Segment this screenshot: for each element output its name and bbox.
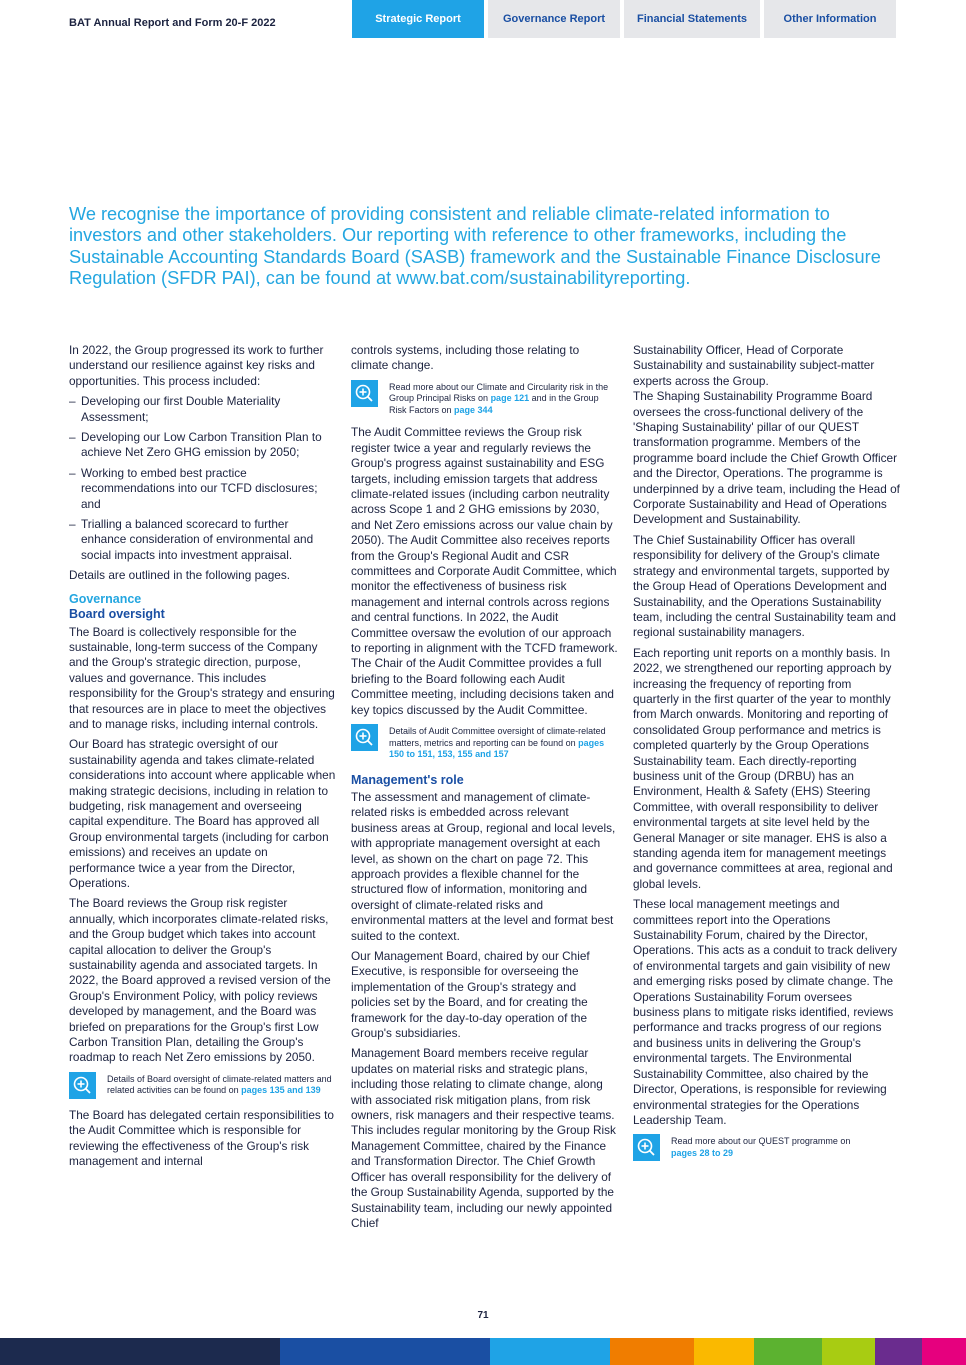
color-bar-segment	[922, 1338, 966, 1365]
page-link[interactable]: page 121	[490, 393, 530, 404]
color-bar-segment	[875, 1338, 922, 1365]
note-text	[389, 380, 618, 417]
zoom-in-icon	[69, 1072, 96, 1099]
cross-reference-note[interactable]	[633, 1134, 900, 1161]
page-link[interactable]: page 344	[454, 404, 493, 415]
note-text	[671, 1134, 850, 1159]
cross-reference-note[interactable]	[69, 1072, 336, 1099]
page-number: 71	[477, 1310, 489, 1321]
color-bar-segment	[0, 1338, 280, 1365]
tab-other-information[interactable]: Other Information	[764, 0, 896, 38]
color-bar-segment	[490, 1338, 610, 1365]
heading-governance: Governance	[69, 591, 142, 606]
tab-governance-report[interactable]: Governance Report	[488, 0, 620, 38]
heading-board-oversight: Board oversight	[69, 607, 165, 622]
paragraph: These local management meetings and committees report into the Operations Sustainability Forum, chaired by the Director, Operations. This acts as a conduit to track delivery of environmental targets and gain visibility of new and emerging risks posed by climate change. The Operations Sustainability Forum oversees business plans to mitigate risks identified, reviews performance and tracks progress of our regions and business units in delivering the Group's environmental targets. The Environmental Sustainability Committee, also chaired by the Director, Operations, is responsible for reviewing environmental strategies for the Operations Leadership Team.	[633, 897, 898, 1127]
page-link[interactable]: pages 28 to 29	[671, 1147, 734, 1158]
zoom-in-icon	[351, 724, 378, 751]
paragraph: The Chief Sustainability Officer has overall responsibility for delivery of the Group's climate strategy and environmental targets, supported by the Group Head of Operations Development and Sustainability, and the Operations Sustainability team, including the central Sustainability team and regional sustainability managers.	[633, 532, 896, 640]
note-text	[107, 1072, 336, 1097]
color-bar-segment	[754, 1338, 822, 1365]
list-item: – Working to embed best practice recommendations into our TCFD disclosures; and	[69, 466, 336, 512]
list-item: – Developing our Low Carbon Transition Plan to achieve Net Zero GHG emission by 2050;	[69, 430, 336, 461]
paragraph: The Shaping Sustainability Programme Board oversees the cross-functional delivery of the 'Shaping Sustainability' pillar of our QUEST transformation programme. Members of the programme board include the Chief Growth Officer and the Director, Operations. The programme is underpinned by a drive team, including the Head of Corporate Sustainability and Head of Operations Development and Sustainability.	[633, 389, 900, 527]
color-bar-segment	[610, 1338, 694, 1365]
intro-statement: We recognise the importance of providing consistent and reliable climate-related information to investors and other stakeholders. Our reporting with reference to other frameworks, including the Sustainable Accounting Standards Board (SASB) framework and the Sustainable Finance Disclosure Regulation (SFDR PAI), can be found at www.bat.com/sustainabilityreporting.	[69, 204, 881, 288]
note-body: Details of Audit Committee oversight of climate-related matters, metrics and reporting can be found on	[389, 726, 606, 748]
list-item: – Developing our first Double Materiality Assessment;	[69, 394, 336, 425]
cross-reference-note[interactable]	[351, 724, 618, 761]
paragraph: controls systems, including those relating to climate change.	[351, 343, 580, 373]
paragraph: Each reporting unit reports on a monthly basis. In 2022, we strengthened our reporting approach by increasing the frequency of reporting from quarterly in the first quarter of the year to monthly from March onwards. Monitoring and reporting of consolidated Group performance and metrics is completed quarterly by the Group Operations Sustainability team. Each directly-reporting business unit of the Group (DRBU) has an Environment, Health & Safety (EHS) Steering Committee, with overall responsibility to deliver environmental targets at site level held by the General Manager or site manager. EHS is also a standing agenda item for management meetings and governance committees at area, regional and global levels.	[633, 645, 893, 891]
color-bar-segment	[280, 1338, 490, 1365]
color-bar-segment	[822, 1338, 875, 1365]
footer-color-bar	[0, 1338, 966, 1365]
paragraph: Management Board members receive regular updates on material risks and strategic plans, including those relating to climate change, along with associated risk mitigation plans, from risk owners, risk managers and their respective teams. This includes regular monitoring by the Group Risk Management Committee, chaired by the Finance and Transformation Director. The Chief Growth Officer has overall responsibility for the delivery of the Group Sustainability Agenda, supported by the Sustainability team, including our newly appointed Chief	[351, 1046, 616, 1230]
cross-reference-note[interactable]	[351, 380, 618, 417]
section-tabs	[352, 0, 900, 38]
color-bar-segment	[694, 1338, 754, 1365]
page-link[interactable]: pages 150 to 151, 153, 155 and 157	[389, 737, 605, 760]
paragraph: The Board is collectively responsible for the sustainable, long-term success of the Company and the Group's strategic direction, purpose, values and governance. This includes responsibility for the Group's strategy and ensuring that resources are in place to meet the objectives and to manage risks, including internal controls.	[69, 624, 335, 731]
note-body: and in the Group Risk Factors on	[389, 393, 599, 415]
paragraph: The Audit Committee reviews the Group risk register twice a year and regularly reviews the Group's progress against sustainability and ESG targets, including emission targets that address climate-related issues (including carbon neutrality across Scope 1 and 2 GHG emissions by 2030, and Net Zero emissions across our value chain by 2050). The Audit Committee also receives reports from the Group's Regional Audit and CSR committees and Corporate Audit Committee, which monitor the effectiveness of business risk management and internal controls across regions and central functions. In 2022, the Audit Committee oversaw the evolution of our approach to reporting in alignment with the TCFD framework. The Chair of the Audit Committee provides a full briefing to the Board following each Audit Committee meeting, including decisions taken and key topics discussed by the Audit Committee.	[351, 425, 618, 717]
zoom-in-icon	[633, 1134, 660, 1161]
note-body: Read more about our QUEST programme on	[671, 1136, 851, 1147]
tab-strategic-report[interactable]: Strategic Report	[352, 0, 484, 38]
paragraph: The assessment and management of climate-related risks is embedded across relevant business areas at Group, regional and local levels, with appropriate management oversight at each level, as shown on the chart on page 72. This approach provides a flexible channel for the structured flow of information, monitoring and oversight of climate-related risks and environmental matters at the level and format best suited to the context.	[351, 789, 616, 943]
column-2	[351, 343, 618, 1236]
paragraph: In 2022, the Group progressed its work to further understand our resilience against key risks and opportunities. This process included:	[69, 343, 324, 388]
zoom-in-icon	[351, 380, 378, 407]
paragraph: Our Management Board, chaired by our Chief Executive, is responsible for overseeing the implementation of the Group's strategy and policies set by the Board, and for creating the framework for the day-to-day operation of the Group's subsidiaries.	[351, 949, 590, 1041]
tab-financial-statements[interactable]: Financial Statements	[624, 0, 760, 38]
list-item: – Trialling a balanced scorecard to further enhance consideration of environmental and social impacts into investment appraisal.	[69, 517, 336, 563]
column-1	[69, 343, 336, 1175]
paragraph: The Board has delegated certain responsibilities to the Audit Committee which is responsible for reviewing the effectiveness of the Group's risk management and internal	[69, 1107, 334, 1169]
note-text	[389, 724, 618, 761]
heading-managements-role: Management's role	[351, 772, 464, 787]
document-title: BAT Annual Report and Form 20-F 2022	[69, 17, 276, 29]
paragraph: Sustainability Officer, Head of Corporate Sustainability and sustainability subject-matter experts across the Group.	[633, 343, 875, 388]
note-body: Details of Board oversight of climate-related matters and related activities can be found on	[107, 1073, 332, 1096]
paragraph: Details are outlined in the following pages.	[69, 568, 291, 583]
note-body: Read more about our Climate and Circularity risk in the Group Principal Risks on	[389, 381, 609, 404]
page-link[interactable]: pages 135 and 139	[241, 1085, 321, 1096]
paragraph: Our Board has strategic oversight of our sustainability agenda and takes climate-related considerations into account where applicable when making strategic decisions, including in relation to budgeting, risk management and overseeing capital expenditure. The Board has approved all Group environmental targets (including for carbon emissions) and receives an update on performance twice a year from the Director, Operations.	[69, 737, 336, 890]
bullet-list	[69, 394, 336, 563]
paragraph: The Board reviews the Group risk register annually, which incorporates climate-related risks, and the Group budget which takes into account capital allocation to deliver the Group's sustainability agenda and associated targets. In 2022, the Board approved a revised version of the Group's Environment Policy, with policy reviews developed by management, and the Board was briefed on preparations for the Group's first Low Carbon Transition Plan, detailing the Group's roadmap to reach Net Zero emissions by 2050.	[69, 896, 331, 1065]
column-3	[633, 343, 900, 1170]
